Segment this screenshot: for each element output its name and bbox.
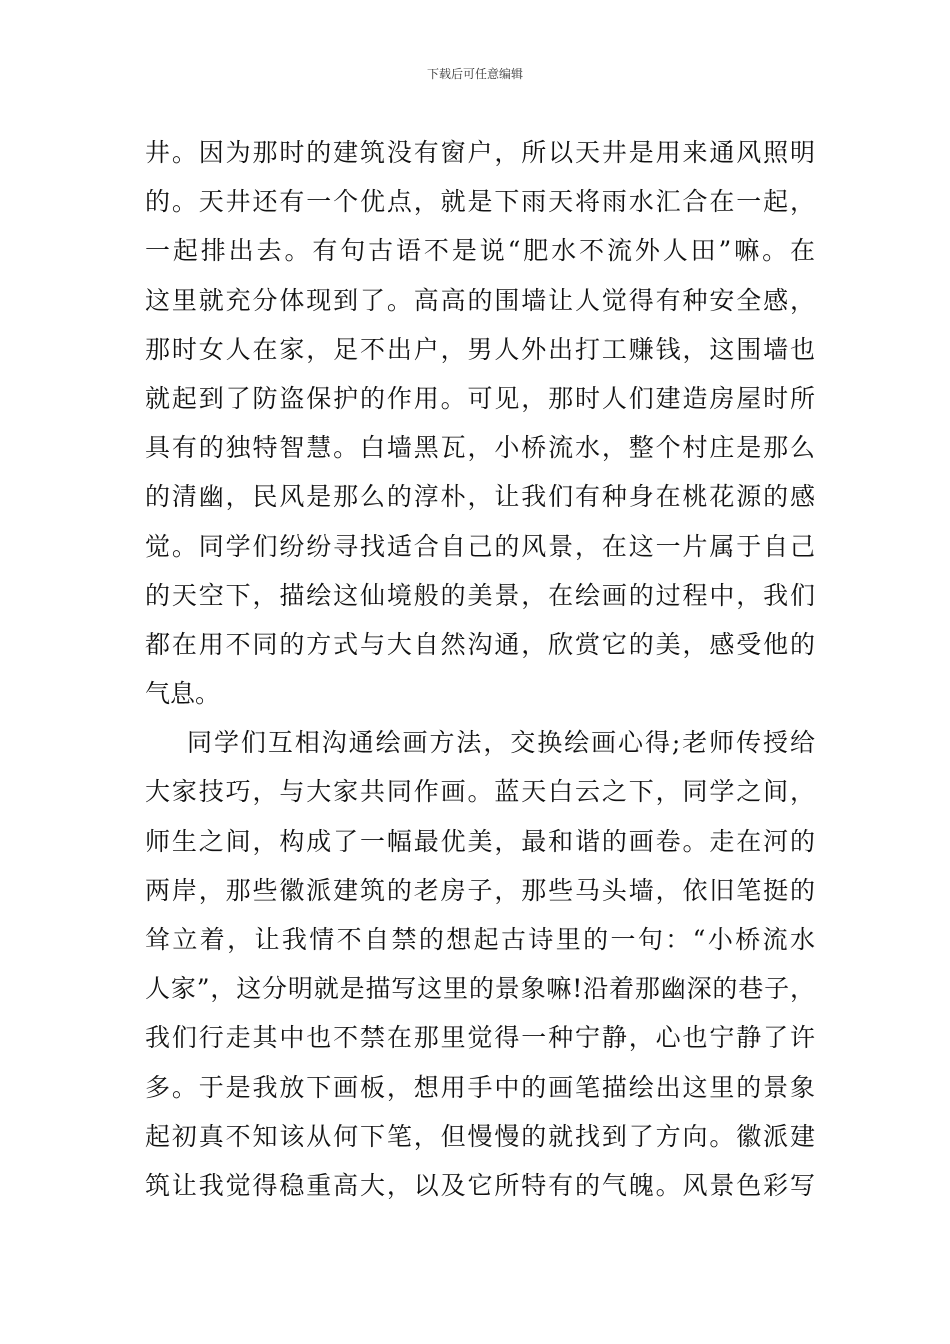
text-line: 一起排出去。有句古语不是说“肥水不流外人田”嘛。在 bbox=[145, 236, 815, 266]
text-line: 的清幽，民风是那么的淳朴，让我们有种身在桃花源的感 bbox=[145, 482, 815, 512]
text-line: 同学们互相沟通绘画方法，交换绘画心得;老师传授给 bbox=[187, 728, 815, 758]
text-line: 的。天井还有一个优点，就是下雨天将雨水汇合在一起， bbox=[145, 187, 815, 217]
text-line: 大家技巧，与大家共同作画。蓝天白云之下，同学之间， bbox=[145, 777, 815, 807]
text-line: 都在用不同的方式与大自然沟通，欣赏它的美，感受他的 bbox=[145, 629, 815, 659]
paragraph bbox=[145, 128, 815, 718]
text-line: 井。因为那时的建筑没有窗户，所以天井是用来通风照明 bbox=[145, 138, 815, 167]
text-line: 我们行走其中也不禁在那里觉得一种宁静，心也宁静了许 bbox=[145, 1023, 815, 1053]
paragraph bbox=[145, 718, 815, 1210]
text-line: 的天空下，描绘这仙境般的美景，在绘画的过程中，我们 bbox=[145, 580, 815, 610]
text-line: 多。于是我放下画板，想用手中的画笔描绘出这里的景象 bbox=[145, 1072, 815, 1102]
text-line: 就起到了防盗保护的作用。可见，那时人们建造房屋时所 bbox=[145, 383, 815, 413]
text-line: 起初真不知该从何下笔，但慢慢的就找到了方向。徽派建 bbox=[145, 1121, 815, 1151]
text-line: 筑让我觉得稳重高大，以及它所特有的气魄。风景色彩写 bbox=[145, 1170, 815, 1200]
text-line: 人家”，这分明就是描写这里的景象嘛!沿着那幽深的巷子， bbox=[145, 974, 815, 1004]
text-line: 那时女人在家，足不出户，男人外出打工赚钱，这围墙也 bbox=[145, 334, 815, 364]
text-line: 这里就充分体现到了。高高的围墙让人觉得有种安全感， bbox=[145, 285, 815, 315]
text-line: 师生之间，构成了一幅最优美，最和谐的画卷。走在河的 bbox=[145, 826, 815, 856]
body-text bbox=[145, 128, 815, 1210]
text-line: 觉。同学们纷纷寻找适合自己的风景，在这一片属于自己 bbox=[145, 531, 815, 561]
text-line: 耸立着，让我情不自禁的想起古诗里的一句：“小桥流水 bbox=[145, 925, 815, 954]
text-line: 气息。 bbox=[145, 679, 221, 709]
text-line: 具有的独特智慧。白墙黑瓦，小桥流水，整个村庄是那么 bbox=[145, 433, 815, 463]
page-header: 下载后可任意编辑 bbox=[426, 67, 523, 81]
text-line: 两岸，那些徽派建筑的老房子，那些马头墙，依旧笔挺的 bbox=[145, 875, 815, 905]
